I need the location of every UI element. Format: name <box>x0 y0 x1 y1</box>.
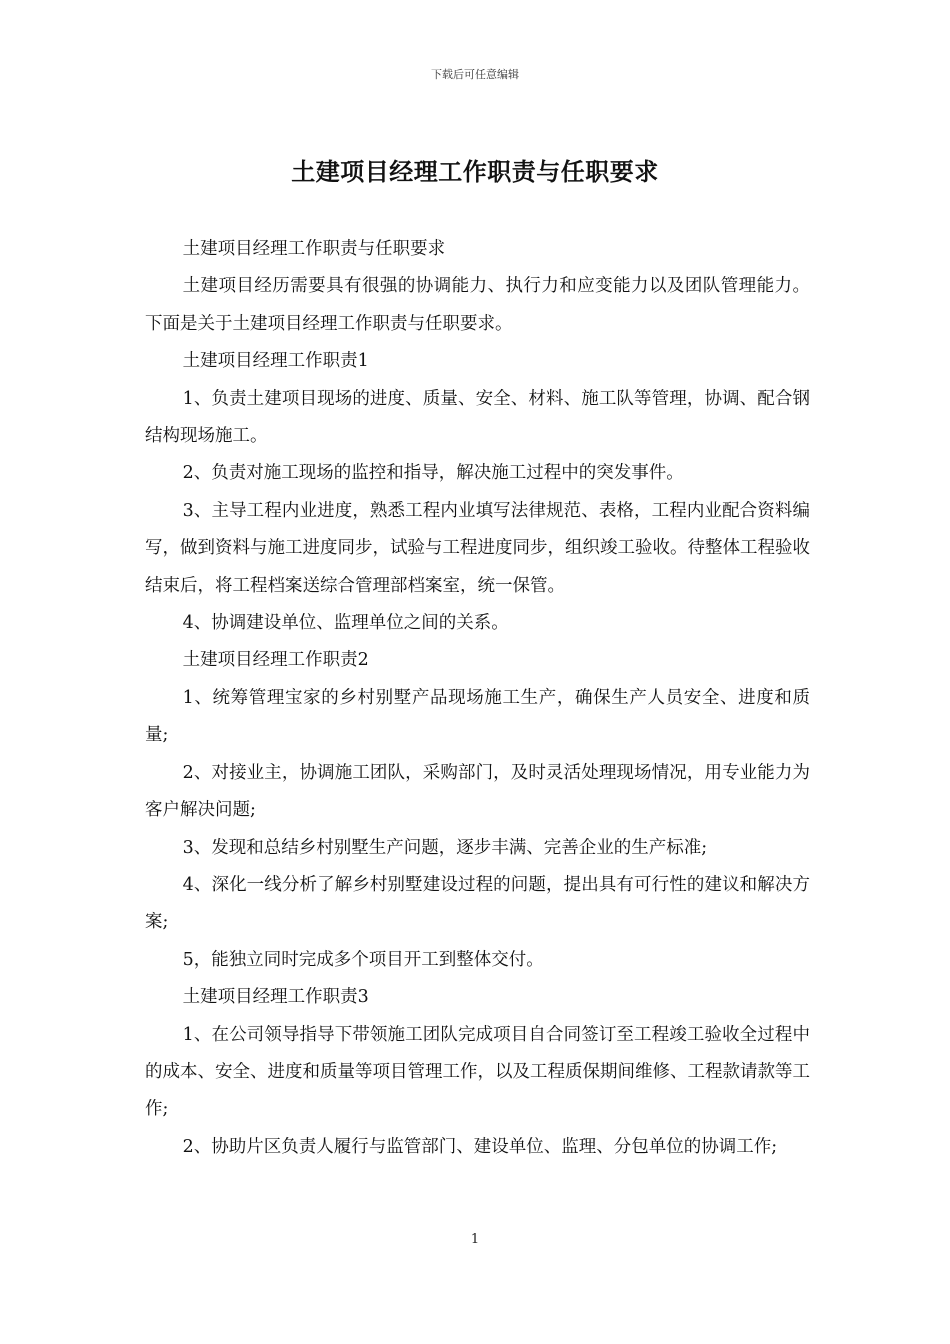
paragraph-item: 1、在公司领导指导下带领施工团队完成项目自合同签订至工程竣工验收全过程中的成本、安全、进度和质量等项目管理工作，以及工程质保期间维修、工程款请款等工作; <box>145 1024 810 1120</box>
paragraph-item: 2、负责对施工现场的监控和指导，解决施工过程中的突发事件。 <box>182 463 684 484</box>
section-heading-3: 土建项目经理工作职责3 <box>182 987 369 1008</box>
paragraph-item: 4、深化一线分析了解乡村别墅建设过程的问题，提出具有可行性的建议和解决方案; <box>145 874 810 933</box>
paragraph-item: 1、统筹管理宝家的乡村别墅产品现场施工生产，确保生产人员安全、进度和质量; <box>145 687 810 746</box>
page-number: 1 <box>470 1232 480 1247</box>
section-heading-1: 土建项目经理工作职责1 <box>182 351 369 372</box>
paragraph-item: 1、负责土建项目现场的进度、质量、安全、材料、施工队等管理，协调、配合钢结构现场施工。 <box>145 388 810 447</box>
paragraph-item: 4、协调建设单位、监理单位之间的关系。 <box>182 613 509 634</box>
section-heading-2: 土建项目经理工作职责2 <box>182 650 369 671</box>
document-body <box>145 231 810 1166</box>
paragraph-item: 2、协助片区负责人履行与监管部门、建设单位、监理、分包单位的协调工作; <box>182 1136 778 1157</box>
document-title: 土建项目经理工作职责与任职要求 <box>291 158 659 186</box>
header-note: 下载后可任意编辑 <box>431 68 519 81</box>
paragraph-item: 3、发现和总结乡村别墅生产问题，逐步丰满、完善企业的生产标准; <box>182 837 708 858</box>
paragraph-item: 2、对接业主，协调施工团队，采购部门，及时灵活处理现场情况，用专业能力为客户解决问题; <box>145 762 810 821</box>
paragraph-subtitle: 土建项目经理工作职责与任职要求 <box>182 239 446 259</box>
paragraph-item: 5，能独立同时完成多个项目开工到整体交付。 <box>182 949 544 970</box>
paragraph-item: 3、主导工程内业进度，熟悉工程内业填写法律规范、表格，工程内业配合资料编写，做到资料与施工进度同步，试验与工程进度同步，组织竣工验收。待整体工程验收结束后，将工程档案送综合管理部档案室，统一保管。 <box>145 500 810 596</box>
paragraph-intro: 土建项目经历需要具有很强的协调能力、执行力和应变能力以及团队管理能力。下面是关于土建项目经理工作职责与任职要求。 <box>145 276 810 334</box>
